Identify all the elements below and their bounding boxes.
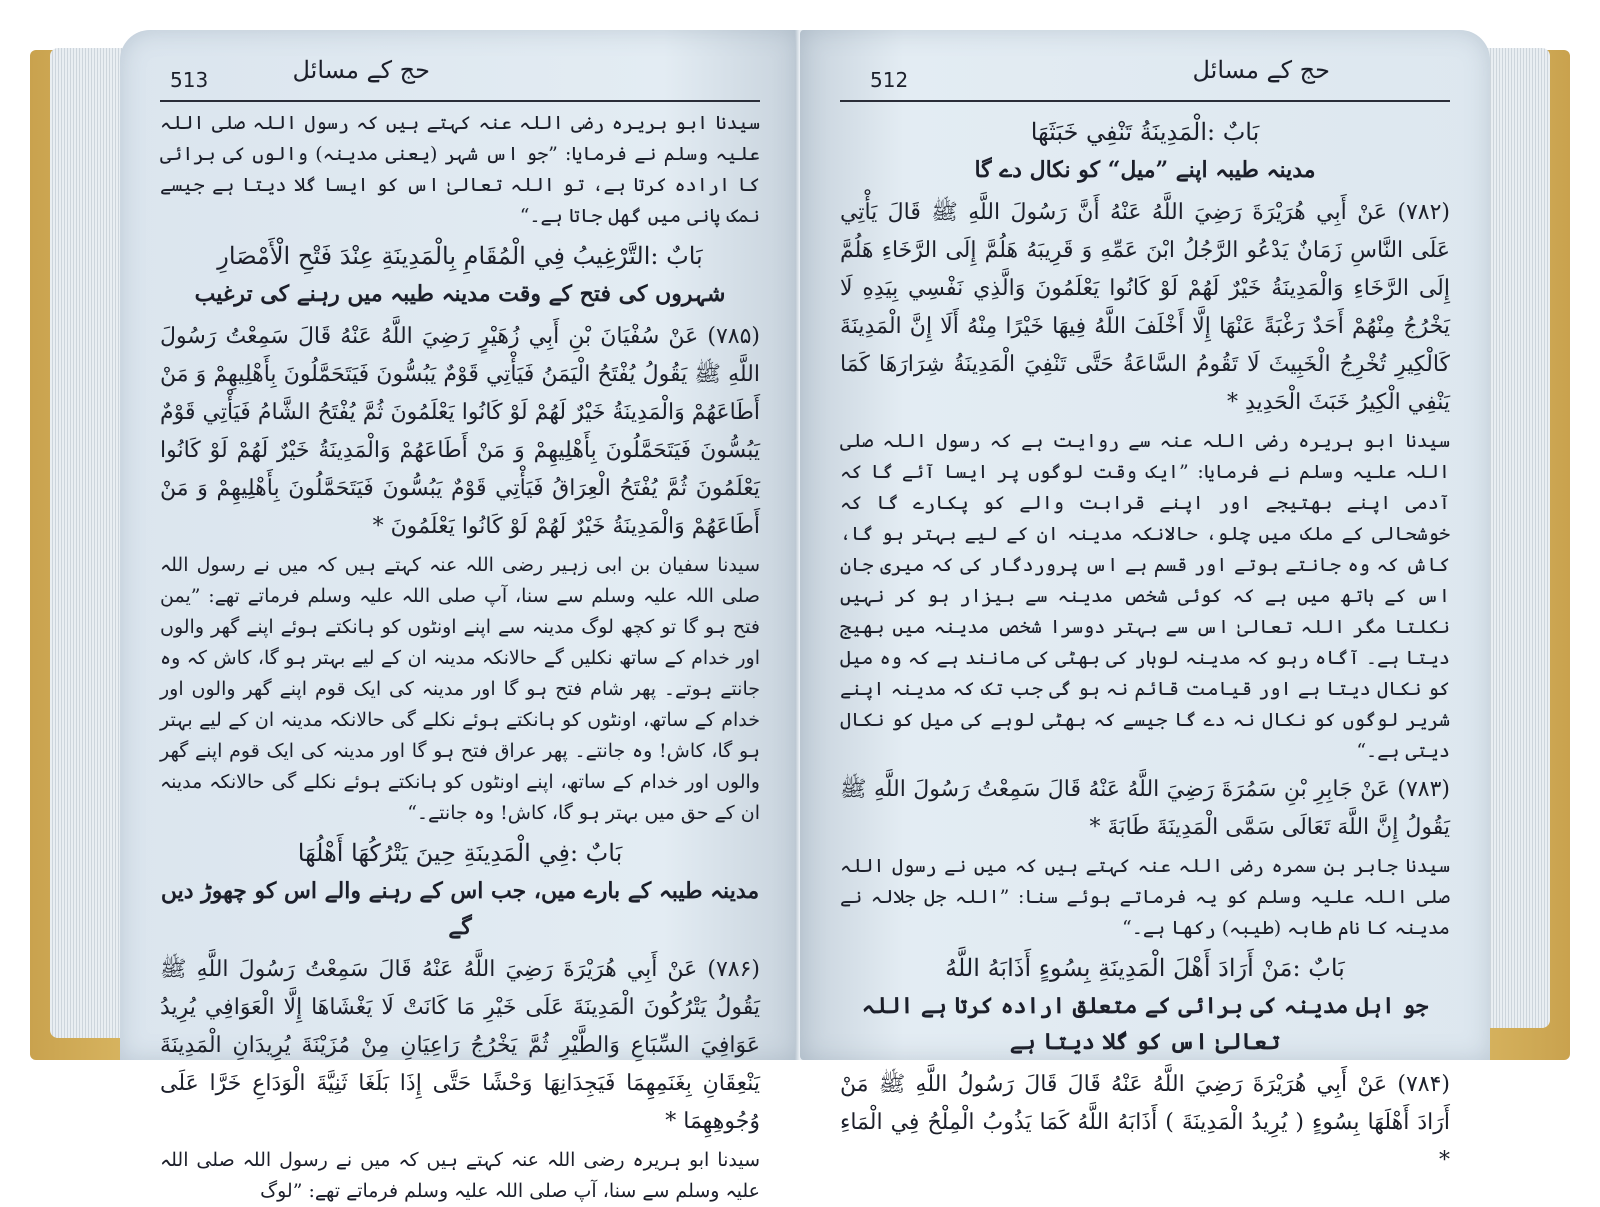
hadith-785: (۷۸۵) عَنْ سُفْيَانَ بْنِ أَبِي زُهَيْرٍ رَضِيَ اللَّهُ عَنْهُ قَالَ سَمِعْتُ رَسُولَ اللَّهِ ﷺ يَقُولُ يُفْتَحُ الْيَمَنُ فَيَأْتِي قَوْمٌ يَبُسُّونَ فَيَتَحَمَّلُونَ بِأَهْلِيهِمْ وَ مَنْ أَطَاعَهُمْ وَالْمَدِينَةُ خَيْرٌ لَهُمْ لَوْ كَانُوا يَعْلَمُونَ ثُمَّ يُفْتَحُ الشَّامُ فَيَأْتِي قَوْمٌ يَبُسُّونَ فَيَتَحَمَّلُونَ بِأَهْلِيهِمْ وَ مَنْ أَطَاعَهُمْ وَالْمَدِينَةُ خَيْرٌ لَهُمْ لَوْ كَانُوا يَعْلَمُونَ ثُمَّ يُفْتَحُ الْعِرَاقُ فَيَأْتِي قَوْمٌ يَبُسُّونَ فَيَتَحَمَّلُونَ بِأَهْلِيهِمْ وَ مَنْ أَطَاعَهُمْ وَالْمَدِينَةُ خَيْرٌ لَهُمْ لَوْ كَانُوا يَعْلَمُونَ *	[160, 324, 760, 539]
chapter-subheading: مدینہ طیبہ کے بارے میں، جب اس کے رہنے والے اس کو چھوڑ دیں گے	[160, 878, 760, 940]
hadith-786: (۷۸۶) عَنْ أَبِي هُرَيْرَةَ رَضِيَ اللَّهُ عَنْهُ قَالَ سَمِعْتُ رَسُولَ اللَّهِ ﷺ يَقُولُ يَتْرُكُونَ الْمَدِينَةَ عَلَى خَيْرِ مَا كَانَتْ لَا يَغْشَاهَا إِلَّا الْعَوَافِي يُرِيدُ عَوَافِيَ السِّبَاعِ وَالطَّيْرِ ثُمَّ يَخْرُجُ رَاعِيَانِ مِنْ مُزَيْنَةَ يُرِيدَانِ الْمَدِينَةَ يَنْعِقَانِ بِغَنَمِهِمَا فَيَجِدَانِهَا وَحْشًا حَتَّى إِذَا بَلَغَا ثَنِيَّةَ الْوَدَاعِ خَرَّا عَلَى وُجُوهِهِمَا *	[160, 957, 760, 1134]
chapter-heading: بَابٌ :التَّرْغِيبُ فِي الْمُقَامِ بِالْمَدِينَةِ عِنْدَ فَتْحِ الْأَمْصَارِ	[217, 242, 703, 270]
chapter-heading: بَابٌ :فِي الْمَدِينَةِ حِينَ يَتْرُكُهَا أَهْلُهَا	[297, 839, 623, 867]
chapter-subheading: مدینہ طیبہ اپنے ”میل“ کو نکال دے گا	[974, 157, 1316, 183]
right-page	[800, 30, 1490, 1173]
chapter-subheading: شہروں کی فتح کے وقت مدینہ طیبہ میں رہنے کی ترغیب	[194, 281, 726, 307]
chapter-subheading: جو اہل مدینہ کی برائی کے متعلق ارادہ کرتا ہے اللہ تعالیٰ اس کو گلا دیتا ہے	[861, 993, 1429, 1055]
chapter-heading: بَابٌ :الْمَدِينَةُ تَنْفِي خَبَثَهَا	[1030, 118, 1260, 146]
urdu-paragraph: سیدنا ابو ہریرہ رضی اللہ عنہ کہتے ہیں کہ میں نے رسول اللہ صلی اللہ علیہ وسلم سے سنا، آپ صلی اللہ علیہ وسلم فرماتے تھے: ”لوگ	[160, 1149, 760, 1202]
left-page-body	[160, 108, 761, 1202]
open-book	[30, 20, 1570, 1202]
left-page-number: 513	[170, 68, 209, 92]
right-page-header	[840, 50, 1450, 102]
urdu-paragraph: سیدنا سفیان بن ابی زہیر رضی اللہ عنہ کہتے ہیں کہ میں نے رسول اللہ صلی اللہ علیہ وسلم سے سنا، آپ صلی اللہ علیہ وسلم فرماتے تھے: ”یمن فتح ہو گا تو کچھ لوگ مدینہ سے اپنے اونٹوں کو ہانکتے ہوئے اپنے گھر والوں اور خدام کے ساتھ نکلیں گے حالانکہ مدینہ ان کے لیے بہتر ہو گا، کاش کہ وہ جانتے ہوتے۔ پھر شام فتح ہو گا اور مدینہ کی ایک قوم اپنے گھر والوں اور خدام کے ساتھ، اونٹوں کو ہانکتے ہوئے نکلے گی حالانکہ مدینہ ان کے لیے بہتر ہو گا، کاش! وہ جانتے۔ پھر عراق فتح ہو گا اور مدینہ کی ایک قوم اپنے گھر والوں اور خدام کے ساتھ، اپنے اونٹوں کو ہانکتے ہوئے نکلے گی حالانکہ مدینہ ان کے حق میں بہتر ہو گا، کاش! وہ جانتے۔“	[160, 554, 761, 824]
left-header-title: حج کے مسائل	[292, 56, 430, 84]
hadith-783: (۷۸۳) عَنْ جَابِرِ بْنِ سَمُرَةَ رَضِيَ اللَّهُ عَنْهُ قَالَ سَمِعْتُ رَسُولَ اللَّهِ ﷺ يَقُولُ إِنَّ اللَّهَ تَعَالَى سَمَّى الْمَدِينَةَ طَابَةَ *	[840, 777, 1450, 840]
right-header-title: حج کے مسائل	[1192, 56, 1330, 84]
left-page-header	[160, 50, 760, 102]
urdu-paragraph: سیدنا جابر بن سمرہ رضی اللہ عنہ کہتے ہیں کہ میں نے رسول اللہ صلی اللہ علیہ وسلم کو یہ فرماتے ہوئے سنا: ”اللہ جل جلالہ نے مدینہ کا نام طابہ (طیبہ) رکھا ہے۔“	[840, 855, 1450, 939]
hadith-784: (۷۸۴) عَنْ أَبِي هُرَيْرَةَ رَضِيَ اللَّهُ عَنْهُ قَالَ قَالَ رَسُولُ اللَّهِ ﷺ مَنْ أَرَادَ أَهْلَهَا بِسُوءٍ ( يُرِيدُ الْمَدِينَةَ ) أَذَابَهُ اللَّهُ كَمَا يَذُوبُ الْمِلْحُ فِي الْمَاءِ *	[840, 1072, 1450, 1173]
left-page	[120, 30, 800, 1202]
right-page-number: 512	[870, 68, 909, 92]
chapter-heading: بَابٌ :مَنْ أَرَادَ أَهْلَ الْمَدِينَةِ بِسُوءٍ أَذَابَهُ اللَّهُ	[945, 954, 1345, 982]
hadith-782: (۷۸۲) عَنْ أَبِي هُرَيْرَةَ رَضِيَ اللَّهُ عَنْهُ أَنَّ رَسُولَ اللَّهِ ﷺ قَالَ يَأْتِي عَلَى النَّاسِ زَمَانٌ يَدْعُو الرَّجُلُ ابْنَ عَمِّهِ وَ قَرِيبَهُ هَلُمَّ إِلَى الرَّخَاءِ هَلُمَّ إِلَى الرَّخَاءِ وَالْمَدِينَةُ خَيْرٌ لَهُمْ لَوْ كَانُوا يَعْلَمُونَ وَالَّذِي نَفْسِي بِيَدِهِ لَا يَخْرُجُ مِنْهُمْ أَحَدٌ رَغْبَةً عَنْهَا إِلَّا أَخْلَفَ اللَّهُ فِيهَا خَيْرًا مِنْهُ أَلَا إِنَّ الْمَدِينَةَ كَالْكِيرِ تُخْرِجُ الْخَبِيثَ لَا تَقُومُ السَّاعَةُ حَتَّى تَنْفِيَ الْمَدِينَةُ شِرَارَهَا كَمَا يَنْفِي الْكِيرُ خَبَثَ الْحَدِيدِ *	[840, 200, 1450, 415]
urdu-paragraph: سیدنا ابو ہریرہ رضی اللہ عنہ کہتے ہیں کہ رسول اللہ صلی اللہ علیہ وسلم نے فرمایا: ”جو اس شہر (یعنی مدینہ) والوں کی برائی کا ارادہ کرتا ہے، تو اللہ تعالیٰ اس کو ایسا گلا دیتا ہے جیسے نمک پانی میں گھل جاتا ہے۔“	[160, 112, 760, 227]
urdu-paragraph: سیدنا ابو ہریرہ رضی اللہ عنہ سے روایت ہے کہ رسول اللہ صلی اللہ علیہ وسلم نے فرمایا: ”ایک وقت لوگوں پر ایسا آئے گا کہ آدمی اپنے بھتیجے اور اپنے قرابت والے کو پکارے گا کہ خوشحالی کے ملک میں چلو، حالانکہ مدینہ ان کے لیے بہتر ہو گا، کاش کہ وہ جانتے ہوتے اور قسم ہے اس پروردگار کی کہ میری جان اس کے ہاتھ میں ہے کہ کوئی شخص مدینہ سے بیزار ہو کر نہیں نکلتا مگر اللہ تعالیٰ اس سے بہتر دوسرا شخص مدینہ میں بھیج دیتا ہے۔ آگاہ رہو کہ مدینہ لوہار کی بھٹی کی مانند ہے کہ وہ میل کو نکال دیتا ہے اور قیامت قائم نہ ہو گی جب تک کہ مدینہ اپنے شریر لوگوں کو نکال نہ دے گا جیسے کہ بھٹی لوہے کی میل کو نکال دیتی ہے۔“	[840, 430, 1450, 762]
right-page-body	[840, 108, 1450, 1173]
